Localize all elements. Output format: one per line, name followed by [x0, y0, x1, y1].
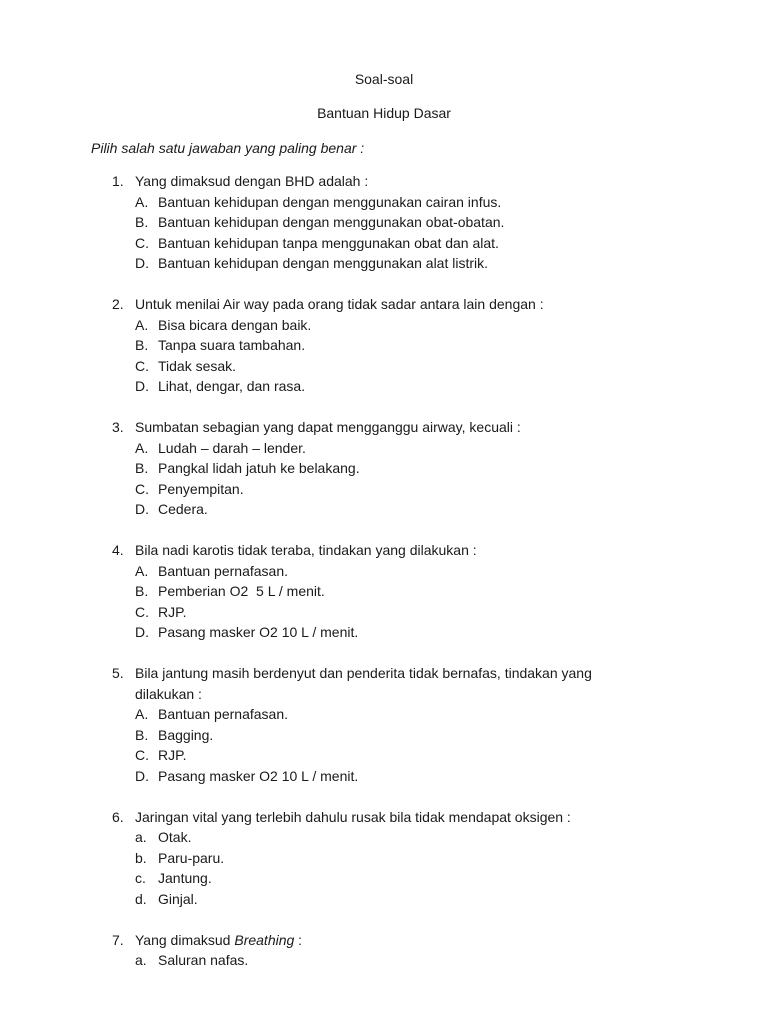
question-text: Sumbatan sebagian yang dapat mengganggu airway, kecuali : — [135, 419, 521, 435]
option-text: Bantuan pernafasan. — [158, 562, 288, 579]
question-text: Untuk menilai Air way pada orang tidak sadar antara lain dengan : — [135, 296, 544, 312]
question-number: 5. — [112, 665, 124, 681]
option-text: Cedera. — [158, 501, 208, 517]
option — [0, 602, 768, 623]
option-text: Pemberian O2 5 L / menit. — [158, 583, 325, 599]
option — [0, 950, 768, 971]
option-letter: C. — [135, 747, 149, 763]
option-letter: B. — [135, 460, 149, 476]
question-text — [135, 930, 635, 951]
option — [0, 745, 768, 766]
option-letter: D. — [135, 767, 149, 784]
option-text: Ginjal. — [158, 890, 198, 907]
question-number: 3. — [112, 419, 124, 435]
option-text: Pangkal lidah jatuh ke belakang. — [158, 460, 360, 476]
question-6 — [0, 807, 768, 910]
option-letter: C. — [135, 357, 149, 374]
question-number: 6. — [112, 808, 124, 825]
option — [0, 868, 768, 889]
option-text: Bantuan kehidupan dengan menggunakan obat-obatan. — [158, 214, 505, 230]
option-text: Bantuan kehidupan dengan menggunakan alat listrik. — [158, 255, 489, 271]
option-text: Pasang masker O2 10 L / menit. — [158, 767, 359, 784]
option — [0, 253, 768, 274]
option — [0, 335, 768, 356]
question-number: 7. — [112, 931, 124, 948]
option-text: Bantuan kehidupan dengan menggunakan cairan infus. — [158, 193, 502, 210]
option-letter: C. — [135, 234, 149, 251]
option-letter: c. — [135, 870, 146, 886]
option — [0, 889, 768, 910]
option-letter: a. — [135, 952, 147, 968]
option-text: Ludah – darah – lender. — [158, 439, 306, 456]
option-letter: A. — [135, 562, 149, 579]
option-text: Bagging. — [158, 726, 214, 743]
question-7 — [0, 930, 768, 971]
question-5 — [0, 663, 768, 786]
option-letter: D. — [135, 255, 149, 271]
document-title: Soal-soal — [354, 71, 414, 87]
question-text: Bila jantung masih berdenyut dan penderita tidak bernafas, tindakan yang dilakukan : — [135, 665, 592, 702]
option-letter: C. — [135, 480, 149, 497]
option-letter: d. — [135, 890, 147, 907]
option — [0, 233, 768, 254]
question-text: Yang dimaksud dengan BHD adalah : — [135, 173, 369, 189]
question-text: Bila nadi karotis tidak teraba, tindakan yang dilakukan : — [135, 542, 477, 558]
option-text: Otak. — [158, 829, 192, 845]
option — [0, 212, 768, 233]
option — [0, 827, 768, 848]
option — [0, 458, 768, 479]
option-text: Penyempitan. — [158, 480, 244, 497]
question-text-suffix: : — [294, 931, 303, 948]
option-text: Tanpa suara tambahan. — [158, 337, 306, 353]
option-letter: D. — [135, 624, 149, 640]
question-4 — [0, 540, 768, 643]
option-letter: b. — [135, 849, 147, 866]
option — [0, 479, 768, 500]
question-2 — [0, 294, 768, 397]
option-text: Paru-paru. — [158, 849, 225, 866]
option-letter: A. — [135, 193, 149, 210]
option — [0, 438, 768, 459]
question-text: Jaringan vital yang terlebih dahulu rusak bila tidak mendapat oksigen : — [135, 808, 571, 825]
option — [0, 561, 768, 582]
option-text: Jantung. — [158, 870, 212, 886]
option — [0, 499, 768, 520]
option-letter: B. — [135, 214, 149, 230]
document-subtitle: Bantuan Hidup Dasar — [317, 105, 451, 121]
option — [0, 848, 768, 869]
question-text-emphasis: Breathing — [234, 931, 295, 948]
option — [0, 376, 768, 397]
question-1 — [0, 171, 768, 274]
option — [0, 766, 768, 787]
option — [0, 315, 768, 336]
question-number: 2. — [112, 296, 124, 312]
instruction-text: Pilih salah satu jawaban yang paling benar : — [91, 140, 365, 156]
option-text: Saluran nafas. — [158, 952, 249, 968]
option — [0, 704, 768, 725]
option — [0, 356, 768, 377]
option-letter: B. — [135, 583, 149, 599]
option-letter: a. — [135, 829, 147, 845]
option-letter: B. — [135, 337, 149, 353]
option-letter: B. — [135, 726, 149, 743]
option-text: Bantuan kehidupan tanpa menggunakan obat dan alat. — [158, 234, 499, 251]
question-3 — [0, 417, 768, 520]
option — [0, 581, 768, 602]
option-letter: A. — [135, 706, 149, 722]
option-text: Lihat, dengar, dan rasa. — [158, 378, 306, 394]
question-text-prefix: Yang dimaksud — [135, 931, 235, 948]
option-letter: D. — [135, 378, 149, 394]
option-text: RJP. — [158, 603, 187, 620]
option-text: Bantuan pernafasan. — [158, 706, 288, 722]
option-text: RJP. — [158, 747, 187, 763]
option-letter: A. — [135, 316, 149, 333]
option-text: Pasang masker O2 10 L / menit. — [158, 624, 359, 640]
option-text: Bisa bicara dengan baik. — [158, 316, 312, 333]
question-number: 4. — [112, 542, 124, 558]
option-letter: D. — [135, 501, 149, 517]
question-list — [0, 171, 768, 991]
question-number: 1. — [112, 173, 124, 189]
option — [0, 622, 768, 643]
option-letter: C. — [135, 603, 149, 620]
option-letter: A. — [135, 439, 149, 456]
option-text: Tidak sesak. — [158, 357, 237, 374]
option — [0, 725, 768, 746]
option — [0, 192, 768, 213]
